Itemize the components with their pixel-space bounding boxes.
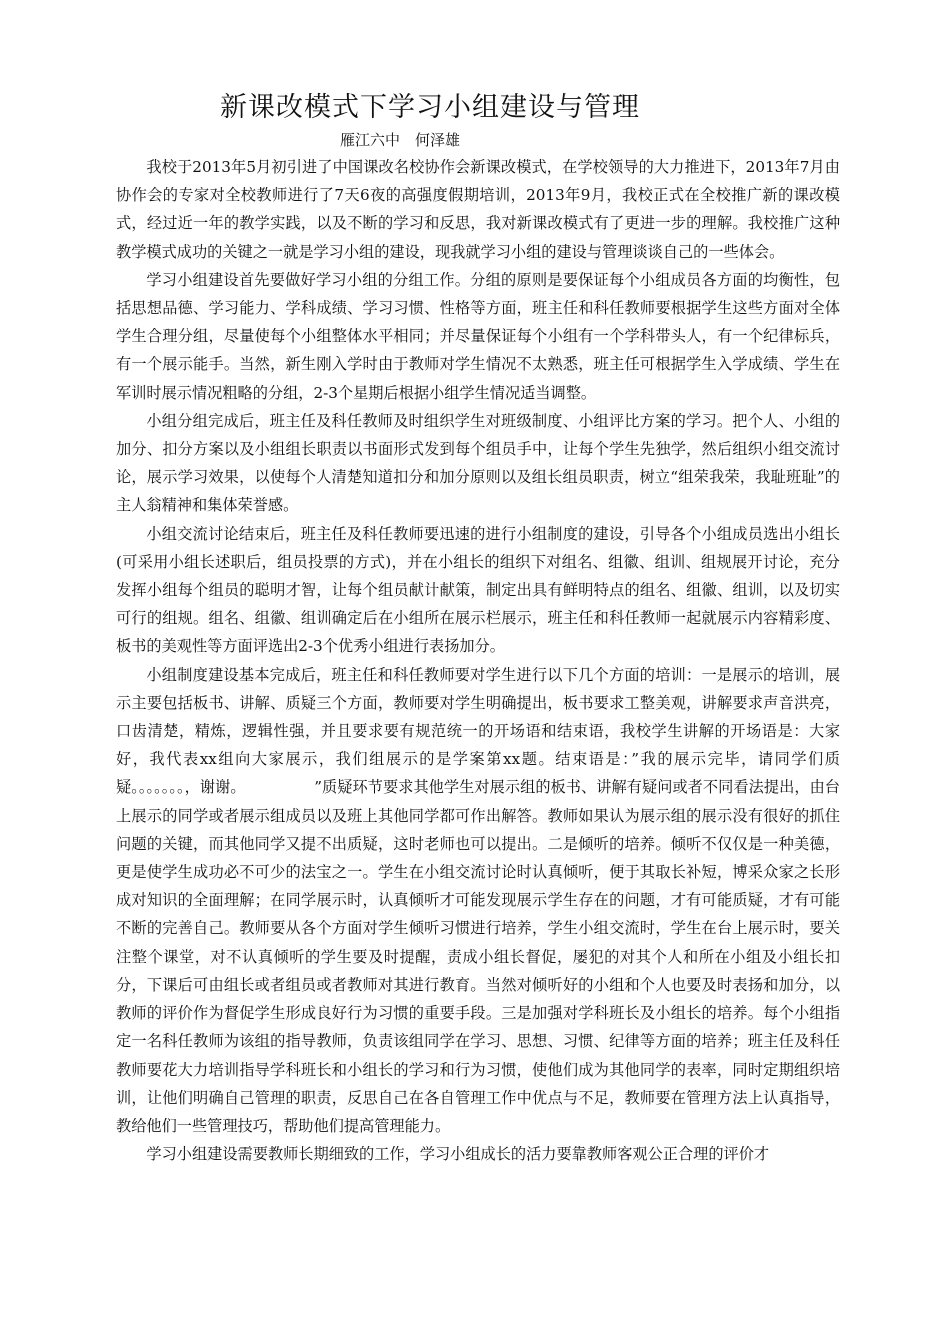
paragraph-evaluation: 学习小组建设需要教师长期细致的工作，学习小组成长的活力要靠教师客观公正合理的评价才 [146,1145,770,1164]
paragraph-training: 小组制度建设基本完成后，班主任和科任教师要对学生进行以下几个方面的培训：一是展示的培训，展示主要包括板书、讲解、质疑三个方面，教师要对学生明确提出，板书要求工整美观，讲解要求声音洪亮，口齿清楚，精炼，逻辑性强，并且要求要有规范统一的开场语和结束语，我校学生讲解的开场语是：大家好，我代表xx组向大家展示，我们组展示的是学案第xx题。结束语是：”我的展示完毕，请同学们质疑。。。。。。。，谢谢。 ”质疑环节要求其他学生对展示组的板书、讲解有疑问或者不同看法提出，由台上展示的同学或者展示组成员以及班上其他同学都可作出解答。教师如果认为展示组的展示没有很好的抓住问题的关键，而其他同学又提不出质疑，这时老师也可以提出。二是倾听的培养。倾听不仅仅是一种美德，更是使学生成功必不可少的法宝之一。学生在小组交流讨论时认真倾听，便于其取长补短，博采众家之长形成对知识的全面理解；在同学展示时，认真倾听才可能发现展示学生存在的问题，才有可能质疑，才有可能不断的完善自己。教师要从各个方面对学生倾听习惯进行培养，学生小组交流时，学生在台上展示时，要关注整个课堂，对不认真倾听的学生要及时提醒，责成小组长督促，屡犯的对其个人和所在小组及小组长扣分，下课后可由组长或者组员或者教师对其进行教育。当然对倾听好的小组和个人也要及时表扬和加分，以教师的评价作为督促学生形成良好行为习惯的重要手段。三是加强对学科班长及小组长的培养。每个小组指定一名科任教师为该组的指导教师，负责该组同学在学习、思想、习惯、纪律等方面的培养；班主任及科任教师要花大力培训指导学科班长和小组长的学习和行为习惯，使他们成为其他同学的表率，同时定期组织培训，让他们明确自己管理的职责，反思自己在各自管理工作中优点与不足，教师要在管理方法上认真指导，教给他们一些管理技巧，帮助他们提高管理能力。 [116,665,840,1135]
document-author: 雁江六中 何泽雄 [339,131,460,149]
paragraph-rules-study: 小组分组完成后，班主任及科任教师及时组织学生对班级制度、小组评比方案的学习。把个人、小组的加分、扣分方案以及小组组长职责以书面形式发到每个组员手中，让每个学生先独学，然后组织小组交流讨论，展示学习效果，以使每个人清楚知道扣分和加分原则以及组长组员职责，树立“组荣我荣，我耻班耻”的主人翁精神和集体荣誉感。 [116,411,840,515]
paragraph-intro: 我校于2013年5月初引进了中国课改名校协作会新课改模式，在学校领导的大力推进下，2013年7月由协作会的专家对全校教师进行了7天6夜的高强度假期培训，2013年9月，我校正式在全校推广新的课改模式，经过近一年的教学实践，以及不断的学习和反思，我对新课改模式有了更进一步的理解。我校推广这种教学模式成功的关键之一就是学习小组的建设，现我就学习小组的建设与管理谈谈自己的一些体会。 [116,158,840,261]
paragraph-grouping: 学习小组建设首先要做好学习小组的分组工作。分组的原则是要保证每个小组成员各方面的均衡性，包括思想品德、学习能力、学科成绩、学习习惯、性格等方面，班主任和科任教师要根据学生这些方面对全体学生合理分组，尽量使每个小组整体水平相同；并尽量保证每个小组有一个学科带头人，有一个纪律标兵，有一个展示能手。当然，新生刚入学时由于教师对学生情况不太熟悉，班主任可根据学生入学成绩、学生在军训时展示情况粗略的分组，2-3个星期后根据小组学生情况适当调整。 [116,270,840,402]
document-body [116,153,840,1168]
document-title: 新课改模式下学习小组建设与管理 [220,92,640,123]
paragraph-group-system: 小组交流讨论结束后，班主任及科任教师要迅速的进行小组制度的建设，引导各个小组成员选出小组长(可采用小组长述职后，组员投票的方式)，并在小组长的组织下对组名、组徽、组训、组规展开讨论，充分发挥小组每个组员的聪明才智，让每个组员献计献策，制定出具有鲜明特点的组名、组徽、组训，以及切实可行的组规。组名、组徽、组训确定后在小组所在展示栏展示，班主任和科任教师一起就展示内容精彩度、板书的美观性等方面评选出2-3个优秀小组进行表扬加分。 [116,524,840,656]
